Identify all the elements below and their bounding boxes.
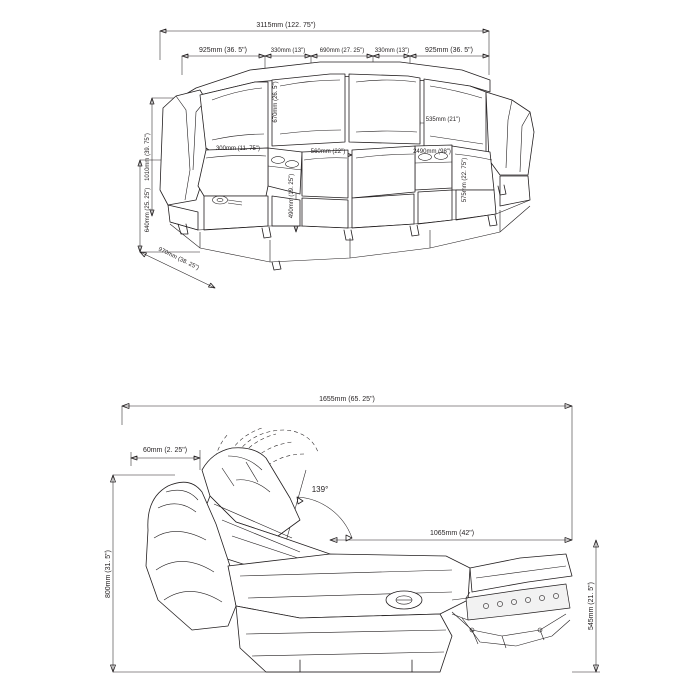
- dim-middle-seat-width: 690mm (27. 25"): [319, 48, 365, 54]
- dim-left-console-width: 330mm (13"): [270, 48, 306, 54]
- dim-overall-height-side: 800mm (31. 5"): [105, 549, 112, 599]
- dim-backrest-height: 670mm (26. 5"): [273, 81, 279, 123]
- dim-extended-length: 1655mm (65. 25"): [319, 396, 375, 403]
- dim-seat-inner-width: 560mm (22"): [310, 149, 346, 155]
- sofa-outline: [160, 62, 534, 270]
- dim-arm-height: 575mm (22. 75"): [462, 157, 468, 203]
- recliner-outline: [146, 448, 572, 672]
- dim-seat-depth-top: 300mm (11. 75"): [215, 146, 261, 152]
- dim-overall-depth: 970mm (38. 25"): [157, 246, 200, 272]
- dim-wall-clearance: 60mm (2. 25"): [142, 447, 188, 454]
- dim-seat-face-height: 490mm (19. 25"): [289, 173, 295, 219]
- dim-backrest-height-side: 545mm (21. 5"): [588, 581, 595, 631]
- dim-left-seat-width: 925mm (36. 5"): [198, 47, 248, 54]
- dim-overall-width: 3115mm (122. 75"): [256, 22, 316, 29]
- dim-right-console-width: 330mm (13"): [374, 48, 410, 54]
- side-view-recliner: [105, 396, 600, 672]
- dim-seat-to-footrest: 1065mm (42"): [429, 530, 475, 537]
- dim-overall-height: 1010mm (39. 75"): [145, 133, 151, 181]
- top-view-sofa: [138, 22, 534, 288]
- dim-clear-span: 2490mm (98"): [413, 149, 451, 155]
- dim-console-top-width: 535mm (21"): [425, 117, 461, 123]
- dim-recline-angle: 139°: [311, 485, 329, 494]
- dim-seat-height: 640mm (25. 25"): [145, 187, 151, 233]
- dim-right-seat-width: 925mm (36. 5"): [424, 47, 474, 54]
